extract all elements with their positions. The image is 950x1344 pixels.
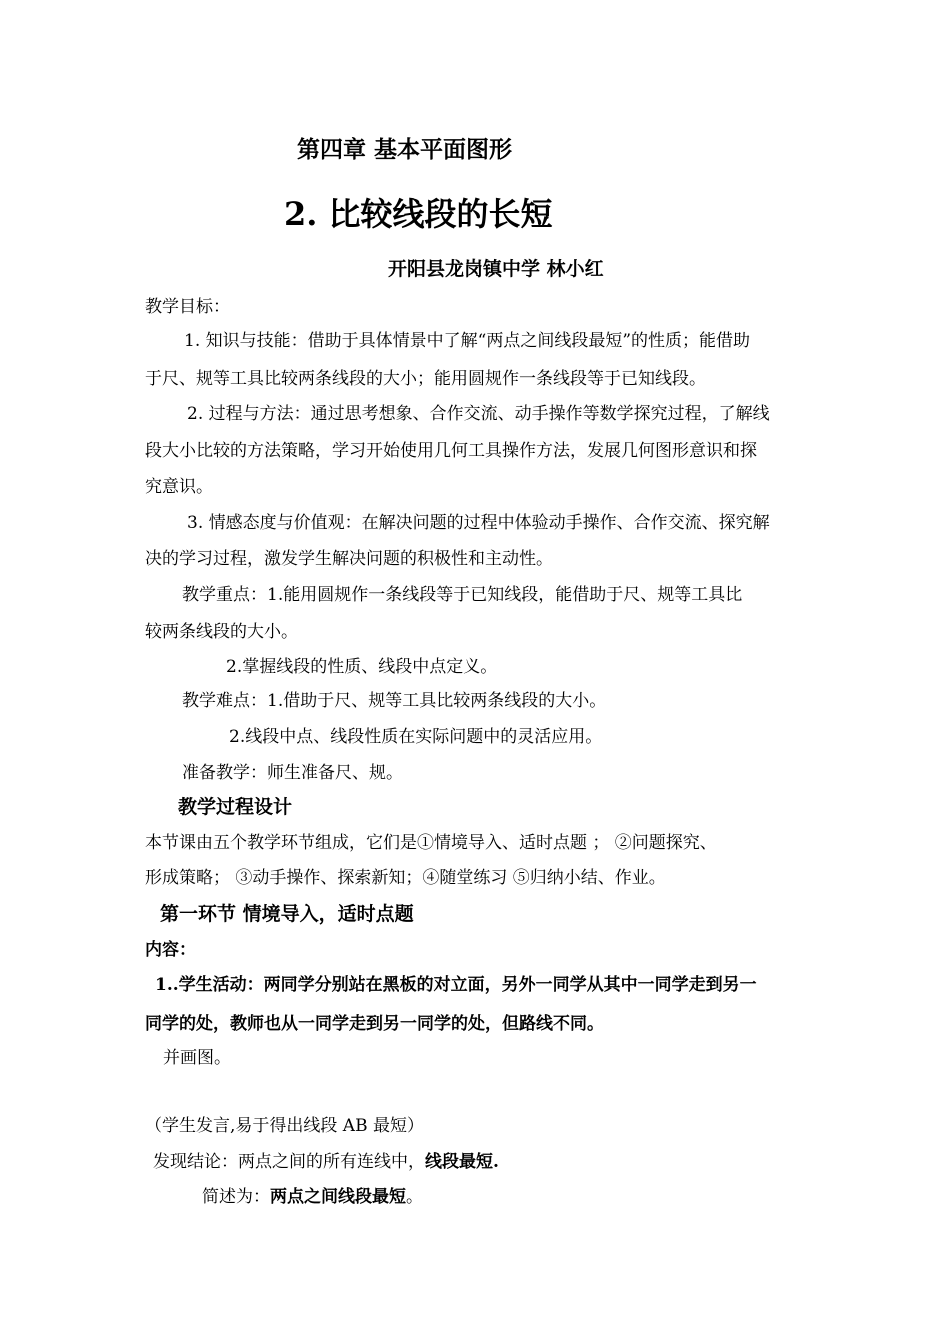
objective-2-line-3: 究意识。 <box>145 477 213 497</box>
content-label: 内容： <box>145 940 196 960</box>
conclusion-line <box>153 1151 499 1173</box>
objective-1-line-2: 于尺、规等工具比较两条线段的大小；能用圆规作一条线段等于已知线段。 <box>145 369 706 389</box>
conclusion-text: 发现结论：两点之间的所有连线中， <box>153 1152 425 1172</box>
summary-line <box>202 1186 423 1208</box>
objective-3-line-2: 决的学习过程，激发学生解决问题的积极性和主动性。 <box>145 549 553 569</box>
objective-1-line-1: 1. 知识与技能：借助于具体情景中了解“两点之间线段最短”的性质；能借助 <box>184 331 751 351</box>
key-points-line-1: 教学重点：1.能用圆规作一条线段等于已知线段，能借助于尺、规等工具比 <box>182 585 743 605</box>
process-heading: 教学过程设计 <box>178 796 293 818</box>
process-line-2: 形成策略； ③动手操作、探索新知；④随堂练习 ⑤归纳小结、作业。 <box>145 868 666 888</box>
activity-line-1: 1..学生活动：两同学分别站在黑板的对立面，另外一同学从其中一同学走到另一 <box>155 975 757 995</box>
summary-end: 。 <box>406 1187 423 1207</box>
conclusion-emphasis: 线段最短. <box>425 1152 499 1172</box>
objective-3-line-1: 3. 情感态度与价值观：在解决问题的过程中体验动手操作、合作交流、探究解 <box>187 513 770 533</box>
author-line: 开阳县龙岗镇中学 林小红 <box>388 258 604 280</box>
draw-instruction: 并画图。 <box>163 1048 231 1068</box>
process-line-1: 本节课由五个教学环节组成，它们是①情境导入、适时点题 ； ②问题探究、 <box>145 833 717 853</box>
objective-2-line-2: 段大小比较的方法策略，学习开始使用几何工具操作方法，发展几何图形意识和探 <box>145 441 757 461</box>
key-points-line-3: 2.掌握线段的性质、线段中点定义。 <box>226 657 498 677</box>
summary-emphasis: 两点之间线段最短 <box>270 1187 406 1207</box>
activity-line-2: 同学的处，教师也从一同学走到另一同学的处，但路线不同。 <box>145 1014 604 1034</box>
summary-text: 简述为： <box>202 1187 270 1207</box>
student-remark: （学生发言,易于得出线段 AB 最短） <box>145 1116 424 1136</box>
chapter-title: 第四章 基本平面图形 <box>297 136 513 163</box>
difficulties-line-2: 2.线段中点、线段性质在实际问题中的灵活应用。 <box>229 727 603 747</box>
key-points-line-2: 较两条线段的大小。 <box>145 622 298 642</box>
difficulties-line-1: 教学难点：1.借助于尺、规等工具比较两条线段的大小。 <box>182 691 607 711</box>
lesson-title: 2. 比较线段的长短 <box>284 195 553 233</box>
section-1-heading: 第一环节 情境导入，适时点题 <box>160 903 414 925</box>
preparation-line: 准备教学：师生准备尺、规。 <box>182 763 403 783</box>
objective-2-line-1: 2. 过程与方法：通过思考想象、合作交流、动手操作等数学探究过程，了解线 <box>187 404 770 424</box>
objectives-heading: 教学目标： <box>145 297 230 317</box>
